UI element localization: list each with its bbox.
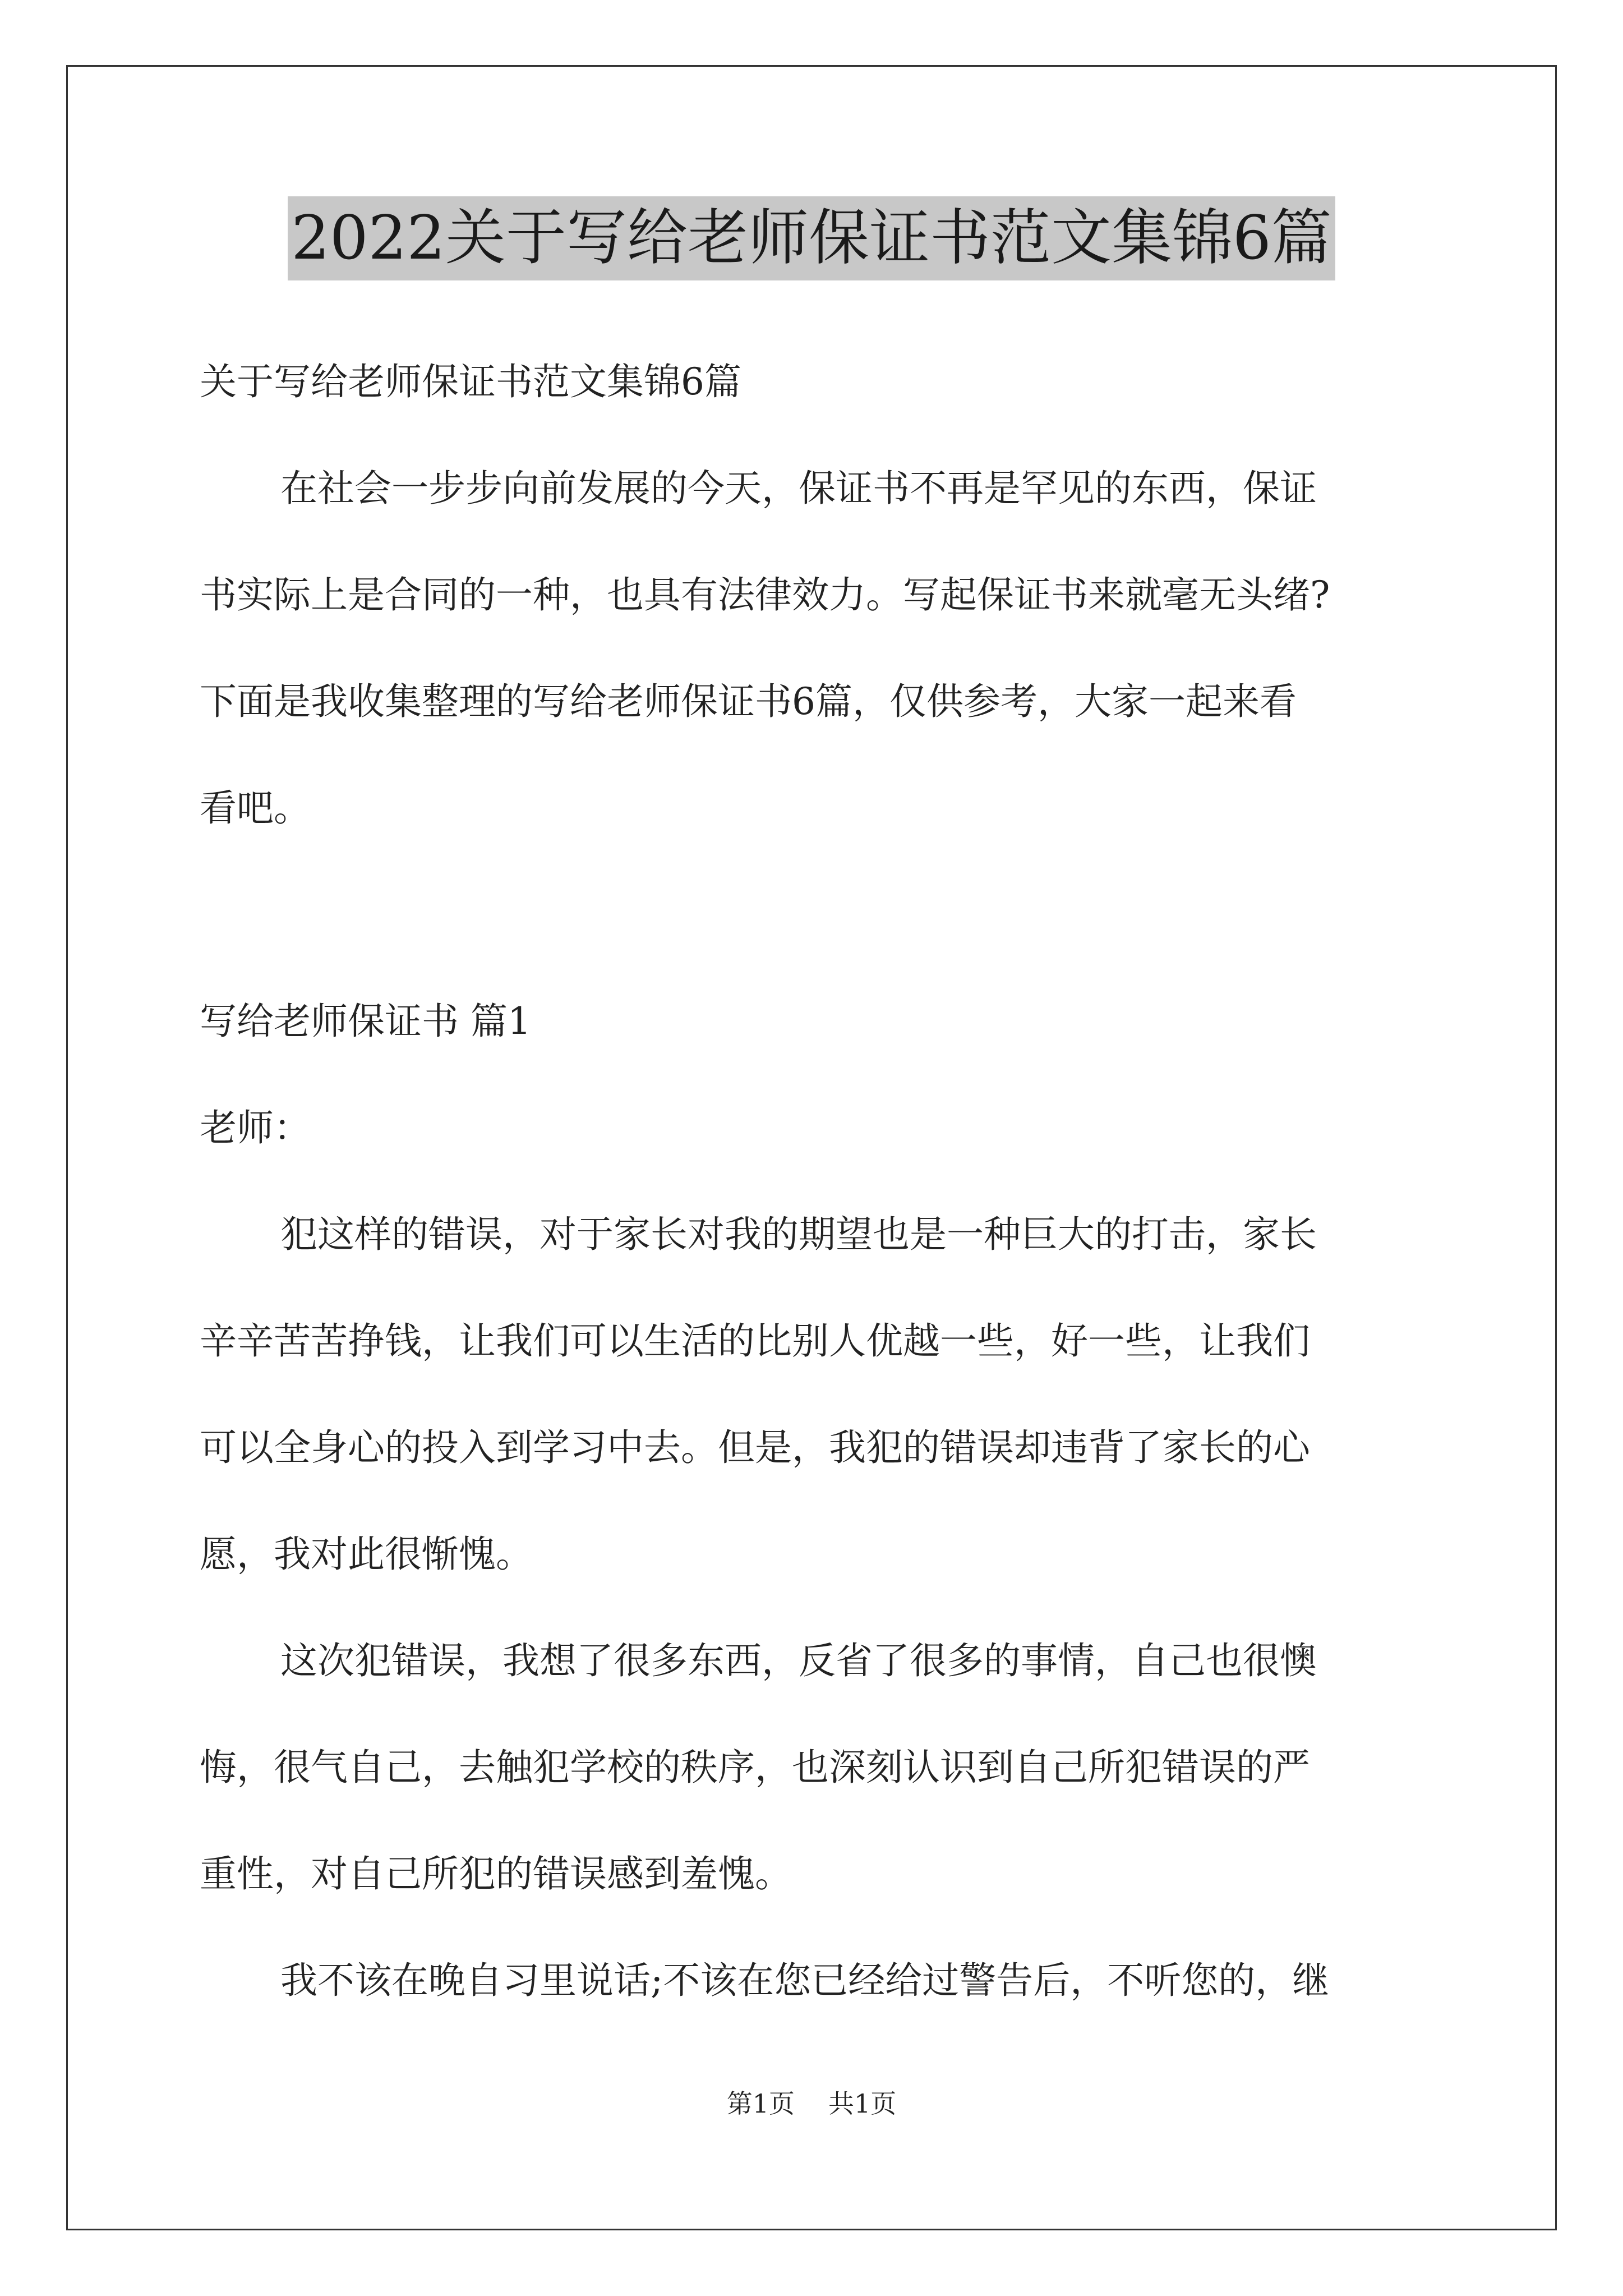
body-line: 重性，对自己所犯的错误感到羞愧。 <box>200 1852 792 1895</box>
body-line: 可以全身心的投入到学习中去。但是，我犯的错误却违背了家长的心 <box>200 1426 1310 1469</box>
body-line: 辛辛苦苦挣钱，让我们可以生活的比别人优越一些，好一些，让我们 <box>200 1319 1310 1363</box>
body-line: 这次犯错误，我想了很多东西，反省了很多的事情，自己也很懊 <box>280 1639 1317 1682</box>
document-subtitle: 关于写给老师保证书范文集锦6篇 <box>200 360 741 403</box>
salutation: 老师： <box>200 1106 311 1149</box>
page-number: 第1页 <box>726 2088 795 2119</box>
page-total: 共1页 <box>828 2088 897 2119</box>
page-footer <box>0 2087 1623 2120</box>
body-line: 我不该在晚自习里说话;不该在您已经给过警告后，不听您的，继 <box>280 1959 1330 2002</box>
title-container <box>0 196 1623 280</box>
intro-line: 书实际上是合同的一种，也具有法律效力。写起保证书来就毫无头绪? <box>200 573 1330 616</box>
intro-line: 下面是我收集整理的写给老师保证书6篇，仅供参考，大家一起来看 <box>200 680 1297 723</box>
section-heading: 写给老师保证书 篇1 <box>200 1000 531 1043</box>
body-line: 愿，我对此很惭愧。 <box>200 1533 533 1576</box>
body-line: 犯这样的错误，对于家长对我的期望也是一种巨大的打击，家长 <box>280 1213 1317 1256</box>
document-title: 2022关于写给老师保证书范文集锦6篇 <box>288 196 1335 280</box>
intro-line: 在社会一步步向前发展的今天，保证书不再是罕见的东西，保证 <box>280 467 1317 510</box>
intro-line: 看吧。 <box>200 786 311 830</box>
body-line: 悔，很气自己，去触犯学校的秩序，也深刻认识到自己所犯错误的严 <box>200 1746 1310 1789</box>
